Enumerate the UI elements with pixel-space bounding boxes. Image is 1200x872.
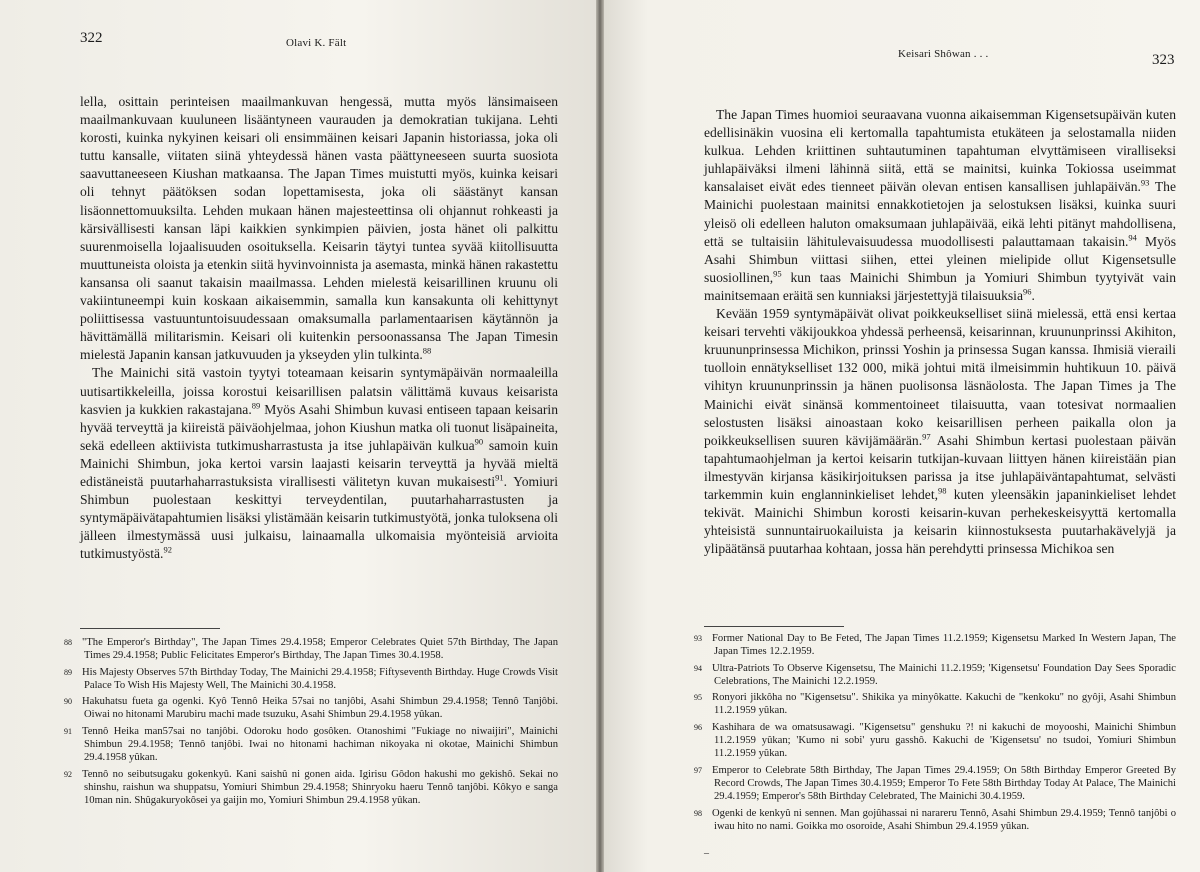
footnote-number: 97	[694, 765, 702, 775]
text-run: The Mainichi puolestaan mainitsi ennakkotietojen ja selostuksen lisäksi, kuinka suuri yleisö oli edelleen haluton omaksumaan juhlapäivää, eikä lehti pitänyt mahdollisena, että se tultaisiin lähitulevaisuudessa muodollisesti palauttamaan takaisin.	[704, 179, 1176, 249]
footnote	[694, 662, 1176, 689]
footnote	[64, 695, 558, 722]
footnote-number: 92	[64, 769, 72, 779]
footnote-reference: 90	[474, 436, 484, 447]
footnote-text: Ronyori jikkôha no "Kigensetsu". Shikika ya minyôkatte. Kakuchi de "kenkoku" no gyôji, Asahi Shimbun 11.2.1959 yûkan.	[712, 692, 1176, 717]
paragraph	[704, 305, 1176, 558]
footnote-text: His Majesty Observes 57th Birthday Today, The Mainichi 29.4.1958; Fiftyseventh Birthday. Huge Crowds Visit Palace To Wish His Majesty Well, The Mainichi 30.4.1958.	[82, 666, 558, 691]
margin-mark: –	[704, 848, 709, 859]
running-head: Keisari Shôwan . . .	[898, 48, 989, 60]
page-number: 322	[80, 30, 103, 46]
footnote-text: "The Emperor's Birthday", The Japan Times 29.4.1958; Emperor Celebrates Quiet 57th Birthday, The Japan Times 29.4.1958; Public Felicitates Emperor's Birthday, The Japan Times 30.4.1958.	[82, 637, 558, 662]
footnote	[64, 636, 558, 663]
text-run: The Japan Times huomioi seuraavana vuonna aikaisemman Kigensetsupäivän kuten edellisinäkin vuosina eli kertomalla tapahtumista etukäteen ja selostamalla niiden kulkua. Lehden kriittinen suhtautuminen tapahtuman elvyttämiseen viralliseksi juhlapäiväksi ilmeni lähinnä siitä, että se mainitsi, kuinka Tokiossa useimmat kansalaiset eivät edes tienneet päivän olevan entisen kansallisen juhlapäivän.	[704, 107, 1176, 195]
text-run: The Mainichi sitä vastoin tyytyi toteamaan keisarin syntymäpäivän normaaleilla uutisartikkeleilla, joissa korostui keisarillisen palatsin välittämä kuvaus keisarista kasvien ja kukkien rakastajana.	[80, 365, 558, 417]
footnote-number: 90	[64, 697, 72, 707]
footnote-text: Former National Day to Be Feted, The Japan Times 11.2.1959; Kigensetsu Marked In Western Japan, The Japan Times 12.2.1959.	[712, 633, 1176, 658]
footnote-text: Hakuhatsu fueta ga ogenki. Kyô Tennô Heika 57sai no tanjôbi, Asahi Shimbun 29.4.1958; Tennô Tanjôbi. Oiwai no hitonami Marubiru machi made tsuzuku, Asahi Shimbun 29.4.1958 yûkan.	[82, 696, 558, 721]
footnote-reference: 97	[922, 431, 931, 442]
footnote-number: 96	[694, 722, 702, 732]
footnote-number: 91	[64, 726, 72, 736]
footnote	[694, 632, 1176, 659]
text-run: . Yomiuri Shimbun puolestaan keskittyi terveydentilan, puutarhaharrastusten ja syntymäpäivätapahtumien lisäksi ylistämään keisarin tutkimustyötä, jonka tuloksena oli jälleen ilmestymässä uusi julkaisu, lainaamalla ulkomaisia myönteisiä arvioita tutkimustyöstä.	[80, 473, 558, 562]
footnote	[64, 666, 558, 693]
footnote-reference: 98	[938, 485, 947, 496]
text-run: .	[1031, 287, 1035, 303]
body-text	[80, 93, 558, 563]
footnote-number: 94	[694, 663, 702, 673]
footnote-rule	[704, 626, 844, 627]
footnote-reference: 96	[1022, 286, 1032, 297]
footnote	[64, 768, 558, 808]
footnote-number: 89	[64, 667, 72, 677]
footnote-number: 95	[694, 693, 702, 703]
right-page	[600, 0, 1200, 872]
footnote	[694, 691, 1176, 718]
text-run: lella, osittain perinteisen maailmankuvan hengessä, mutta myös länsimaiseen maailmankuvaan kuuluneen lisääntyneen vaurauden ja demokratian tukijana. Lehti korosti, kuinka nykyinen keisari oli ensimmäinen keisari Japanin historiassa, joka oli tuttu kansalle, viitaten siinä yhteydessä hänen vasta päättyneeseen suurta suosiota saavuttaneeseen Kiushan matkaansa. The Japan Times muistutti myös, kuinka keisari oli tehnyt päätöksen sodan lopettamisesta, joka oli säästänyt kansan lisäonnettomuuksilta. Lehden mukaan hänen majesteettinsa oli ohjannut rohkeasti ja kärsivällisesti kansan läpi kaikkien synkimpien päivien, josta hänet oli palkittu suurenmoisella lojaalisuuden osoituksella. Keisarin täytyi tuntea syvää kiitollisuutta muuttuneista oloista ja etenkin siitä hyvinvoinnista ja asemasta, minkä hänen rakastettu kansansa oli saanut takaisin maailmassa. Lehden mielestä keisarillinen kruunu oli vakiintuneempi kuin koskaan aikaisemmin, samalla kun kansakunta oli kehittynyt poliittisessa vastuuntuntoisuudessaan omaksumalla parlamentaarisen käytännön ja hävittämällä militarismin. Keisari oli kuitenkin persoonassansa The Japan Timesin mielestä Japanin kansan jatkuvuuden ja ykseyden ylin tulkinta.	[80, 94, 558, 363]
paragraph	[704, 106, 1176, 305]
footnote-text: Tennô no seibutsugaku gokenkyû. Kani saishû ni gonen aida. Igirisu Gôdon hakushi mo gekishô. Sekai no shinshu, raishun wa shuppatsu, Yomiuri Shimbun 29.4.1958; Shinryoku haeru Tennô tanjôbi. Kôkyo e sanga 10man nin. Shûgakuryokôsei ya gaijin mo, Yomiuri Shimbun 29.4.1958 yûkan.	[82, 768, 558, 807]
body-text	[704, 106, 1176, 558]
text-run: kuten yleensäkin japaninkieliset lehdet tekivät. Mainichi Shimbun korosti keisarin-kuvan perhekeskeisyyttä kertomalla yhteisistä sunnuntairuokailuista ja keisarin kiinnostuksesta puutarhakävelyjä ja ylipäätänsä puutarhaa kohtaan, jossa hän perehdytti prinsessa Michikoa sen	[704, 486, 1176, 557]
footnote-rule	[80, 628, 220, 629]
footnote-reference: 91	[495, 472, 504, 483]
footnote-text: Ultra-Patriots To Observe Kigensetsu, The Mainichi 11.2.1959; 'Kigensetsu' Foundation Day Sees Sporadic Celebrations, The Mainichi 12.2.1959.	[712, 662, 1176, 687]
text-run: Asahi Shimbun kertasi puolestaan päivän tapahtumaohjelman ja kertoi keisarin tutkijan-kuvaan liittyen hänen kiireistään pian ilmestyvän kirjansa käsikirjoituksen parissa ja itse juhlapäiväntapahtumat, selvästi tarkemmin kuin englanninkieliset lehdet,	[704, 432, 1176, 502]
footnote	[64, 725, 558, 765]
running-head: Olavi K. Fält	[286, 37, 347, 49]
footnote-reference: 94	[1128, 232, 1137, 243]
footnote-number: 93	[694, 634, 702, 643]
footnote-number: 88	[64, 638, 72, 647]
text-run: Myös Asahi Shimbun viittasi siihen, ettei yleinen mielipide ollut Kigensetsulle suosiollinen,	[704, 233, 1176, 285]
footnote	[694, 721, 1176, 761]
footnote	[694, 764, 1176, 804]
text-run: Myös Asahi Shimbun kuvasi entiseen tapaan keisarin hyvää terveyttä ja kiireistä päiväohjelmaa, johon Kiushun matka oli tuonut lisäpaineita, sekä edelleen aktiivista tutkimusharrastusta ja itse juhlapäivän kulkua	[80, 401, 559, 453]
footnotes	[64, 636, 558, 811]
footnote-reference: 93	[1140, 177, 1150, 188]
footnote-reference: 89	[251, 400, 261, 411]
footnote-text: Ogenki de kenkyû ni sennen. Man gojûhassai ni narareru Tennô, Asahi Shimbun 29.4.1959; Tennô tanjôbi o iwau hito no nami. Goikka mo osoroide, Asahi Shimbun 29.4.1959 yûkan.	[712, 807, 1176, 832]
paragraph	[80, 93, 558, 364]
paragraph	[80, 364, 558, 563]
footnote-text: Tennô Heika man57sai no tanjôbi. Odoroku hodo gosôken. Otanoshimi "Fukiage no niwaijiri", Mainichi Shimbun 29.4.1958; Tennô tanjôbi. Iwai no hitonami hachiman nikoyaka ni okotae, Mainichi Shimbun 29.4.1958 yûkan.	[82, 725, 558, 764]
footnote-number: 98	[694, 808, 702, 818]
footnote-text: Emperor to Celebrate 58th Birthday, The Japan Times 29.4.1959; On 58th Birthday Emperor Greeted By Record Crowds, The Japan Times 30.4.1959; Emperor To Fete 58th Birthday Today At Palace, The Mainichi 29.4.1959; Emperor's 58th Birthday Celebrated, The Mainichi 30.4.1959.	[712, 764, 1176, 803]
page-number: 323	[1152, 52, 1175, 68]
text-run: Kevään 1959 syntymäpäivät olivat poikkeukselliset siinä mielessä, että ensi kertaa keisari tervehti väkijoukkoa yhdessä perheensä, keisarinnan, kruununprinssi Akihiton, kruununprinsessa Michikon, prinssi Yoshin ja prinsessa Sugan kanssa. Ihmisiä vieraili tuolloin ennätykselliset 132 000, mikä johtui mitä ilmeisimmin huhtikuun 10. päivä vihityn kruununprinssin ja hänen puolisonsa läsnäolosta. The Japan Times ja The Mainichi eivät sinänsä kommentoineet tilaisuutta, vaan totesivat normaalien selostusten lisäksi ainoastaan koko keisarillisen perheen paikalla olon ja poikkeuksellisen suuren kävijämäärän.	[704, 306, 1176, 448]
footnote-reference: 88	[422, 345, 432, 356]
footnotes	[694, 632, 1176, 836]
text-run: samoin kuin Mainichi Shimbun, joka kertoi varsin laajasti keisarin terveyttä ja hyvää mieltä edistäneistä puutarhaharrastuksista virallisesti välitetyn kuvan mukaisesti	[80, 437, 558, 489]
text-run: kun taas Mainichi Shimbun ja Yomiuri Shimbun tyytyivät vain mainitsemaan eräitä sen kunniaksi järjestettyjä tilaisuuksia	[704, 269, 1176, 303]
book-gutter	[596, 0, 604, 872]
footnote-reference: 92	[163, 544, 172, 555]
footnote	[694, 807, 1176, 834]
footnote-reference: 95	[773, 268, 782, 279]
footnote-text: Kashihara de wa omatsusawagi. "Kigensetsu" genshuku ?! ni kakuchi de moyooshi, Mainichi Shimbun 11.2.1959 yûkan; 'Kumo ni sobi' yuru gasshô. Kakuchi de 'Kigensetsu' no tsudoi, Yomiuri Shimbun 11.2.1959 yûkan.	[712, 721, 1176, 760]
